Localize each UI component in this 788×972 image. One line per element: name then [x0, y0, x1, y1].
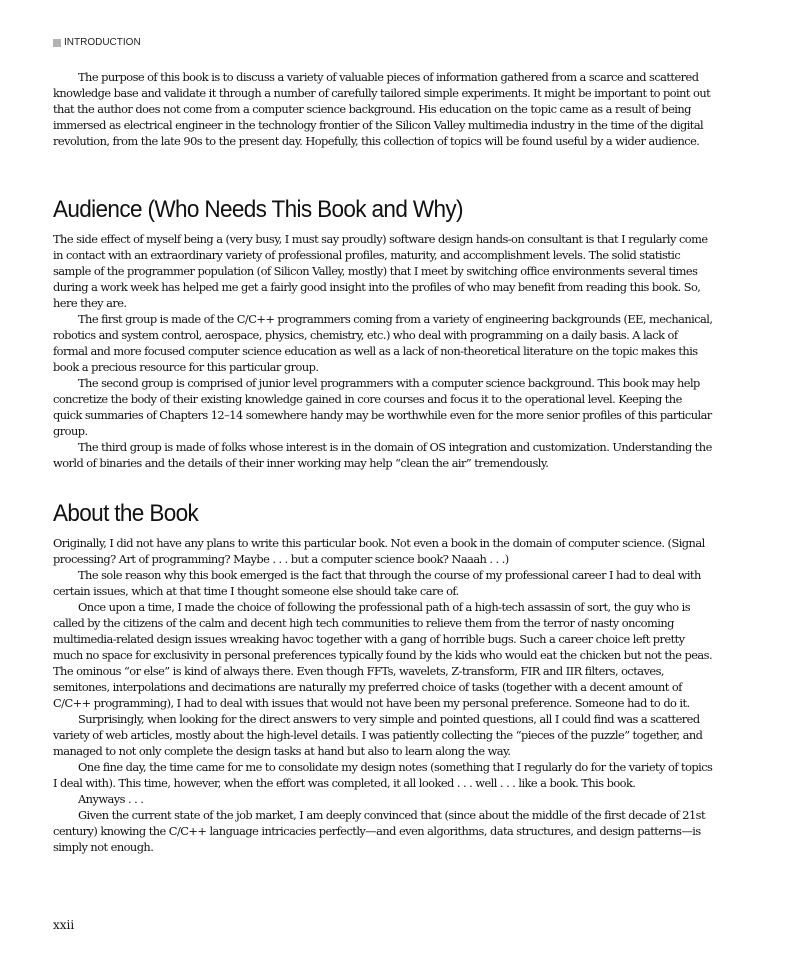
audience-paragraph-1: The side effect of myself being a (very busy, I must say proudly) software design hands-on consultant is that I regularly come in contact with an extraordinary variety of professional profiles, maturity, and accomplishment levels. The solid statistic sample of the programmer population (of Silicon Valley, mostly) that I meet by switching office environments several times during a work week has helped me get a fairly good insight into the profiles of who may benefit from reading this book. So, here they are.	[53, 232, 708, 310]
about-heading: About the Book	[53, 500, 199, 527]
about-paragraph-1: Originally, I did not have any plans to write this particular book. Not even a book in the domain of computer science. (Signal processing? Art of programming? Maybe . . . but a computer science book? Naaah . . .)	[53, 536, 705, 566]
intro-paragraph: The purpose of this book is to discuss a variety of valuable pieces of information gathered from a scarce and scattered knowledge base and validate it through a number of carefully tailored simple experiments. It might be important to point out that the author does not come from a computer science background. His education on the topic came as a result of being immersed as electrical engineer in the technology frontier of the Silicon Valley multimedia industry in the time of the digital revolution, from the late 90s to the present day. Hopefully, this collection of topics will be found useful by a wider audience.	[53, 70, 711, 148]
audience-section	[53, 196, 713, 471]
running-head-label: INTRODUCTION	[64, 37, 141, 48]
audience-paragraph-4: The third group is made of folks whose interest is in the domain of OS integration and customization. Understanding the world of binaries and the details of their inner working may help “clean the air” tremendously.	[53, 440, 712, 470]
audience-paragraph-3: The second group is comprised of junior level programmers with a computer science background. This book may help concretize the body of their existing knowledge gained in core courses and focus it to the operational level. Keeping the quick summaries of Chapters 12–14 somewhere handy may be worthwhile even for the more senior profiles of this particular group.	[53, 376, 712, 438]
about-paragraph-4: Surprisingly, when looking for the direct answers to very simple and pointed questions, all I could find was a scattered variety of web articles, mostly about the high-level details. I was patiently collecting the “pieces of the puzzle” together, and managed to not only complete the design tasks at hand but also to learn along the way.	[53, 712, 703, 758]
about-paragraph-6: Anyways . . .	[78, 792, 144, 806]
running-head-marker	[53, 39, 61, 47]
about-paragraph-5: One fine day, the time came for me to consolidate my design notes (something that I regularly do for the variety of topics I deal with). This time, however, when the effort was completed, it all looked . . . well . . . like a book. This book.	[53, 760, 713, 790]
about-paragraph-7: Given the current state of the job market, I am deeply convinced that (since about the middle of the first decade of 21st century) knowing the C/C++ language intricacies perfectly—and even algorithms, data structures, and design patterns—is simply not enough.	[53, 808, 706, 854]
audience-paragraph-2: The first group is made of the C/C++ programmers coming from a variety of engineering backgrounds (EE, mechanical, robotics and system control, aerospace, physics, chemistry, etc.) who deal with programming on a daily basis. A lack of formal and more focused computer science education as well as a lack of non-theoretical literature on the topic makes this book a precious resource for this particular group.	[53, 312, 713, 374]
intro-section	[53, 69, 713, 149]
about-paragraph-3: Once upon a time, I made the choice of following the professional path of a high-tech assassin of sort, the guy who is called by the citizens of the calm and decent high tech communities to relieve them from the terror of nasty oncoming multimedia-related design issues wreaking havoc together with a gang of horrible bugs. Such a career choice left pretty much no space for exclusivity in personal preferences typically found by the kids who would eat the chicken but not the peas. The ominous “or else” is kind of always there. Even though FFTs, wavelets, Z-transform, FIR and IIR filters, octaves, semitones, interpolations and decimations are naturally my preferred choice of tasks (together with a decent amount of C/C++ programming), I had to deal with issues that would not have been my personal preference. Someone had to do it.	[53, 600, 713, 710]
page-number: xxii	[53, 918, 75, 932]
about-paragraph-2: The sole reason why this book emerged is the fact that through the course of my professional career I had to deal with certain issues, which at that time I thought someone else should take care of.	[53, 568, 701, 598]
about-section	[53, 500, 713, 855]
audience-heading: Audience (Who Needs This Book and Why)	[53, 196, 463, 223]
running-head	[53, 37, 141, 48]
